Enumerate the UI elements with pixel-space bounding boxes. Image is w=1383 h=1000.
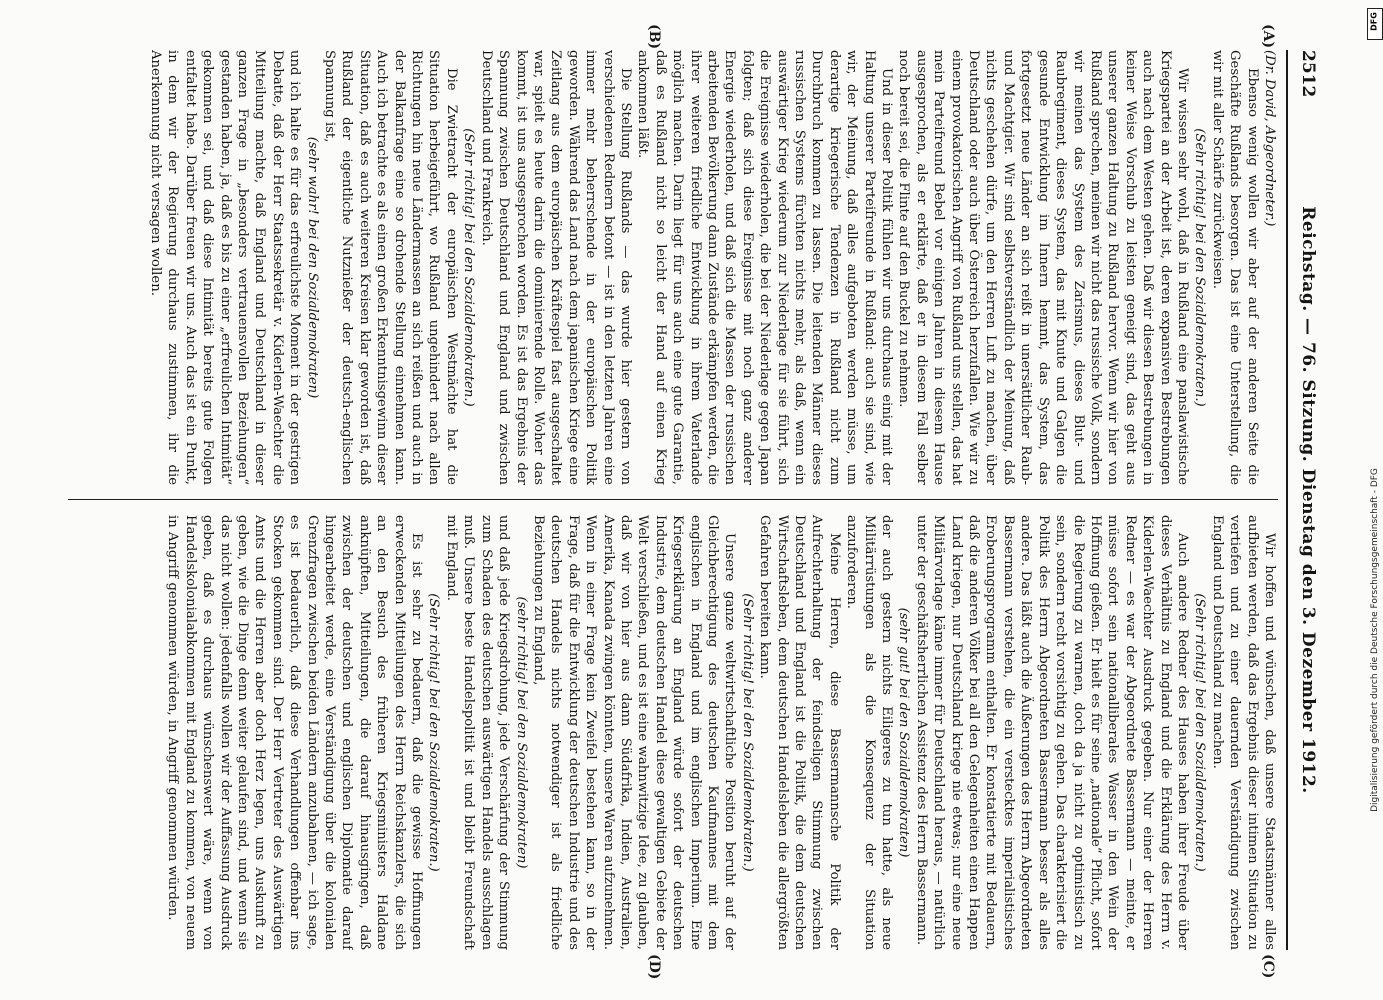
interjection: (sehr gut! bei den Sozialdemokraten) [895, 607, 911, 858]
interjection: (Sehr richtig! bei den Sozialdemokraten.) [426, 593, 441, 872]
paragraph: und ich halte es für das erfreulichste Moment in der gestrigen Debatte, daß der Herr Staatssekretär v. Kiderlen-Waechter die Mitteilung machte, daß England und Deutschland in dieser ganzen Frage in „besonders vertrauensvollen Beziehungen“ gestanden haben, ja, daß es bis zu einer „erfreulichen Intimität“ gekommen sei, und daß diese Intimität bereits gute Folgen entfaltet habe. Darüber freuen wir uns. Auch das ist ein Punkt, in dem wir der Regierung durchaus zustimmen, ihr die Anerkennung nicht versagen wollen. [147, 50, 302, 485]
left-column [68, 50, 1278, 485]
margin-mark-d: (D) [645, 954, 662, 980]
interjection: (Sehr richtig! bei den Sozialdemokraten.) [460, 128, 476, 407]
paragraph: Wir wissen sehr wohl, daß in Rußland eine panslawistische Kriegspartei an der Arbeit ist, deren expansiven Bestrebungen auch nach dem Westen gehen. Daß wir diesen Bestrebungen in keiner Weise Vorschub zu leisten geneigt sind, das geht aus unserer ganzen Haltung zu Rußland hervor. Wenn wir hier von Rußland sprechen, meinen wir nicht das russische Volk, sondern wir meinen das System des Zarismus, dieses Blut- und Raubregiment, dieses System, das mit Knute und Galgen die gesunde Entwicklung im Innern hemmt, das System, das fortgesetzt neue Länder an sich reißt in unersättlicher Raub- und Machtgier. Wir sind selbstverständlich der Meinung, daß nichts geschehen dürfe, um den Herren Luft zu machen, über Deutschland oder auch über Österreich herzufallen. Wie wir zu einem provokatorischen Angriff von Rußland uns stellen, das hat mein Parteifreund Bebel vor einigen Jahren in diesem Hause ausgesprochen, als er erklärte, daß er in diesem Fall selber noch bereit sei, die Flinte auf den Buckel zu nehmen. [895, 50, 1190, 485]
paragraph: Die Stellung Rußlands — das wurde hier gestern von verschiedenen Rednern betont — ist in den letzten Jahren eine immer mehr beherrschende in der europäischen Politik geworden. Während das Land nach dem japanischen Kriege eine Zeitlang aus dem europäischen Kräftespiel fast ausgeschaltet war, spielt es heute darin die dominierende Rolle. Woher das kommt, ist uns ausgesprochen worden. Es ist das Ergebnis der Spannung zwischen Deutschland und England und zwischen Deutschland und Frankreich. [478, 50, 633, 485]
paragraph: und daß jede Kriegsdrohung, jede Verschärfung der Stimmung zum Schaden des deutschen auswärtigen Handels ausschlagen muß. Unsere beste Handelspolitik ist und bleibt Freundschaft mit England. [443, 515, 511, 950]
page-number: 2512 [1297, 50, 1318, 98]
dfg-logo-text: DFG [1369, 12, 1379, 31]
column-divider [68, 499, 1278, 500]
paragraph: Und in dieser Politik fühlen wir uns durchaus einig mit der Haltung unserer Parteifreunde in Rußland: auch sie sind, wie wir, der Meinung, daß alles aufgeboten werden müsse, um derartige kriegerische Tendenzen in Rußland nicht zum Durchbruch kommen zu lassen. Die leitenden Männer dieses russischen Systems fürchten nichts mehr, als daß, wenn ein auswärtiger Krieg wiederum zur Niederlage für sie führt, sich die Ereignisse wiederholen, die bei der Niederlage gegen Japan folgten; daß sich diese Ereignisse mit noch ganz anderer Energie wiederholen, und daß sich die Massen der russischen arbeitenden Bevölkerung dann Zustände erkämpfen werden, die ihrer weiteren friedliche Entwicklung in ihrem Vaterlande möglich machen. Darin liegt für uns auch eine gute Garantie, daß es Rußland nicht so leicht der Hand auf einen Krieg ankommen läßt. [634, 50, 894, 485]
interjection: (Sehr richtig! bei den Sozialdemokraten.) [1191, 128, 1207, 407]
dfg-logo [1367, 8, 1383, 40]
digitization-note [1370, 300, 1380, 980]
paragraph: Meine Herren, diese Bassermannsche Politik der Aufrechterhaltung der feindseligen Stimmung zwischen Deutschland und England ist die Politik, die dem deutschen Wirtschaftsleben, dem deutschen Handelsleben die allergrößten Gefahren bereiten kann. [756, 515, 842, 950]
paragraph: Die Zwietracht der europäischen Westmächte hat die Situation herbeigeführt, wo Rußland ungehindert nach allen Richtungen hin neue Ländermassen an sich reißen und auch in der Balkanfrage eine so drohende Stellung einnehmen kann. Auch ich betrachte es als einen großen Erkenntnisgewinn dieser Situation, daß es auch weiteren Kreisen klar geworden ist, daß Rußland der eigentliche Nutznießer der deutsch-englischen Spannung ist, [321, 50, 459, 485]
page-header [1292, 50, 1320, 950]
digitization-note-text: Digitalisierung gefördert durch die Deutsche Forschungsgemeinschaft - DFG [1370, 468, 1380, 812]
margin-mark-b: (B) [645, 24, 662, 50]
margin-mark-c: (C) [1259, 954, 1276, 979]
paragraph: Auch andere Redner des Hauses haben ihrer Freude über dieses Verhältnis zu England und die Erklärung des Herrn v. Kiderlen-Waechter Ausdruck gegeben. Nur einer der Herren Redner — es war der Abgeordnete Bassermann — meinte, er müsse sofort sein nationalliberales Wasser in den Wein der Hoffnung gießen. Er hielt es für seine „nationale“ Pflicht, sofort die Regierung zu warnen, doch da ja nicht zu optimistisch zu sein, sondern recht vorsichtig zu gehen. Das charakterisiert die Politik des Herrn Abgeordneten Bassermann besser als alles andere. Das läßt auch die Äußerungen des Herrn Abgeordneten Bassermann verstehen, die ein verstecktes imperialistisches Eroberungsprogramm enthalten. Er konstatierte mit Bedauern, daß die anderen Völker bei all den Gelegenheiten einen Happen Land kriegen, nur Deutschland kriege nie etwas; nur eine neue Militärvorlage käme immer für Deutschland heraus, — natürlich unter der geschäftsherrlichen Assistenz des Herrn Bassermann. [913, 515, 1190, 950]
right-column [68, 515, 1278, 950]
interjection: (Sehr richtig! bei den Sozialdemokraten.) [1191, 593, 1207, 872]
paragraph: der auch gestern nichts Eiligeres zu tun hatte, als neue Militärrüstungen als die Konsequenz der Situation anzuforderen. [843, 515, 894, 950]
interjection: (sehr wahr! bei den Sozialdemokraten) [304, 136, 320, 399]
paragraph: Ebenso wenig wollen wir aber auf der anderen Seite die Geschäfte Rußlands besorgen. Das ist eine Unterstellung, die wir mit aller Schärfe zurückweisen. [1209, 50, 1260, 485]
rotated-document-page [42, 20, 1342, 980]
paragraph: Unsere ganze weltwirtschaftliche Position beruht auf der Gleichberechtigung des deutschen Kaufmannes mit dem englischen in England und im englischen Imperium. Eine Kriegserklärung an England würde sofort der deutschen Industrie, dem deutschen Handel diese gewaltigen Gebiete der Welt verschließen, und es ist eine wahnwitzige Idee, zu glauben, daß wir von hier aus dann Südafrika, Indien, Australien, Amerika, Kanada zwingen könnten, unsere Waren aufzunehmen. Wenn in einer Frage kein Zweifel bestehen kann, so in der Frage, daß für die Entwicklung der deutschen Industrie und des deutschen Handels nichts notwendiger ist als friedliche Beziehungen zu England, [530, 515, 737, 950]
paragraph: Wir hoffen und wünschen, daß unsere Staatsmänner alles aufbieten werden, daß das Ergebnis dieser intimen Situation zu vertiefen und zu einer dauernden Verständigung zwischen England und Deutschland zu machen. [1209, 515, 1277, 950]
header-rule [1286, 50, 1288, 950]
margin-mark-a: (A) [1259, 24, 1276, 49]
paragraph: Es ist sehr zu bedauern, daß die gewisse Hoffnungen erweckenden Mitteilungen des Herrn Reichskanzlers, die sich an den Besuch des früheren Kriegsministers Haldane anknüpften, Mitteilungen, die darauf hinausgingen, daß zwischen der deutschen und englischen Diplomatie darauf hingearbeitet werde, eine Verständigung über die kolonialen Grenzfragen zwischen beiden Ländern anzubahnen, — ich sage, es ist bedauerlich, daß diese Verhandlungen offenbar ins Stocken gekommen sind. Der Herr Vertreter des Auswärtigen Amts und die Herren aber doch Herz legen, uns Auskunft zu geben, wie die Dinge denn weiter gelaufen sind, und wenn sie das nicht wollen: jedenfalls wollen wir der Auffassung Ausdruck geben, daß es durchaus wünschenswert wäre, wenn von Handelskolonialabkommen mit England zu kommen, von neuem in Angriff genommen würden, in Angriff genommen würden. [164, 515, 424, 950]
interjection: (sehr richtig! bei den Sozialdemokraten) [513, 596, 529, 869]
running-title: Reichstag. — 76. Sitzung. Dienstag den 3. Dezember 1912. [1297, 206, 1318, 794]
interjection: (Sehr richtig! bei den Sozialdemokraten.) [739, 593, 755, 872]
speaker-continuation: (Dr. David, Abgeordneter.) [1261, 50, 1277, 227]
